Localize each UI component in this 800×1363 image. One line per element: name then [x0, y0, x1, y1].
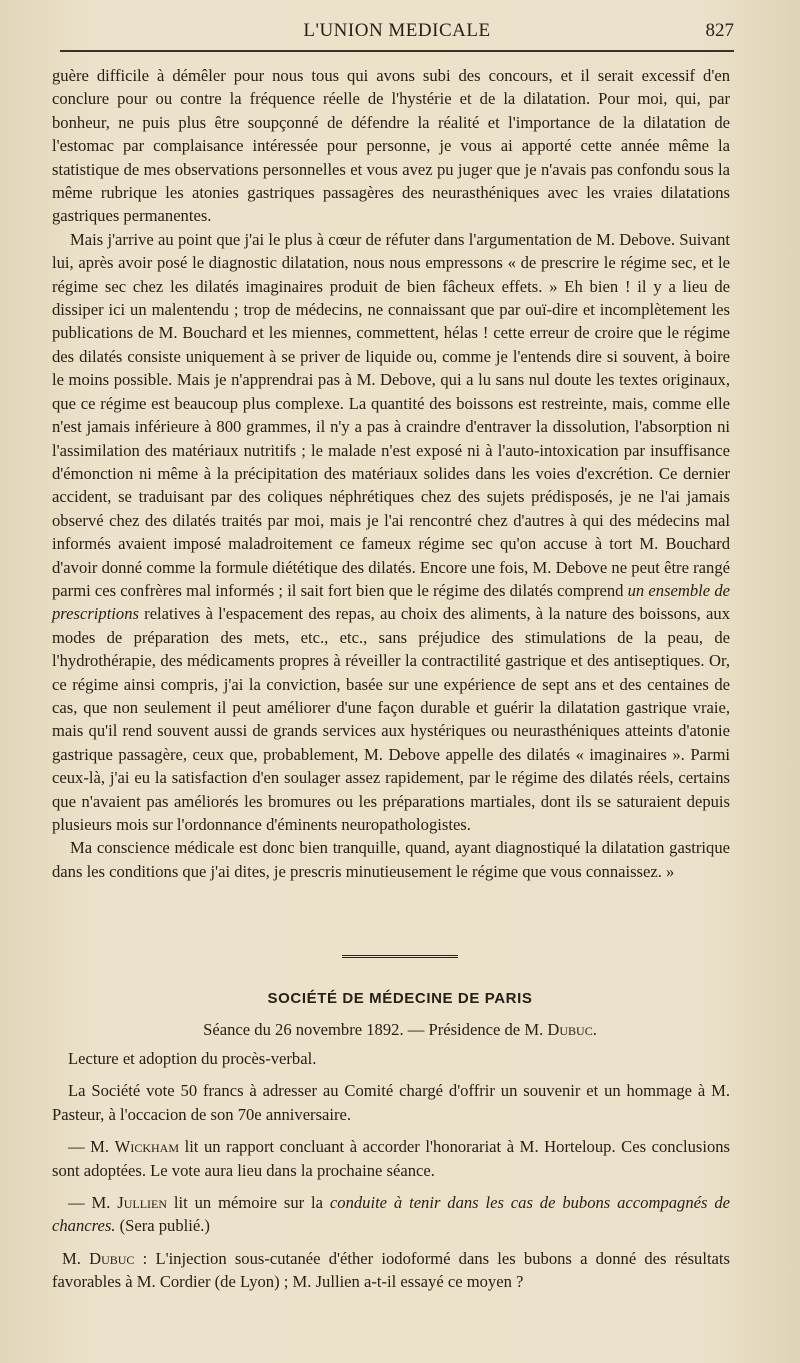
- minutes-item-3-prefix: — M.: [68, 1137, 115, 1157]
- session-line: [0, 1020, 800, 1040]
- paragraph-3: Ma conscience médicale est donc bien tranquille, quand, ayant diagnostiqué la dilatation gastrique dans les conditions que j'ai dites, je prescris minutieusement le régime que vous connaissez. »: [52, 838, 730, 881]
- minutes-item-5-prefix: M.: [62, 1248, 90, 1268]
- session-suffix: .: [592, 1020, 597, 1039]
- session-president: Dubuc: [547, 1020, 593, 1039]
- page-number: 827: [705, 20, 734, 41]
- minutes-item-5-name: Dubuc: [89, 1248, 135, 1268]
- paragraph-1: guère difficile à démêler pour nous tous qui avons subi des concours, et il serait excessif d'en conclure pour ou contre la fréquence réelle de l'hystérie et de la dilatation. Pour moi, qui, par bonheur, ne puis plus être soupçonné de défendre la réalité et l'importance de la dilatation de l'estomac par complaisance intéressée pour personne, je vous ai apporté cette année même la statistique de mes observations personnelles et vous avez pu juger que je n'avais pas confondu sous la même rubrique les atonies gastriques passagères des neurasthéniques avec les vraies dilatations gastriques permanentes.: [52, 66, 730, 226]
- minutes-item-3-text: lit un rapport concluant à accorder l'honorariat à M. Horteloup. Ces conclusions sont adoptées. Le vote aura lieu dans la prochaine séance.: [52, 1137, 730, 1180]
- header-rule: [60, 50, 734, 52]
- minutes-item-3: [52, 1135, 730, 1182]
- minutes-item-2: La Société vote 50 francs à adresser au Comité chargé d'offrir un souvenir et un hommage à M. Pasteur, à l'occacion de son 70e anniversaire.: [52, 1081, 730, 1124]
- minutes-item-5: [52, 1247, 730, 1294]
- session-prefix: Séance du 26 novembre 1892. — Présidence de M.: [203, 1020, 548, 1039]
- running-title: L'UNION MEDICALE: [303, 20, 491, 41]
- paragraph-2-text-a: Mais j'arrive au point que j'ai le plus à cœur de réfuter dans l'argumentation de M. Debove. Suivant lui, après avoir posé le diagnostic dilatation, nous nous empressons « de prescrire le régime sec, et le régime sec chez les dilatés imaginaires produit de bien fâcheux effets. » Eh bien ! il y a lieu de dissiper ici un malentendu ; trop de médecins, ne connaissant que par ouï-dire et incomplètement les publications de M. Bouchard et les miennes, commettent, hélas ! cette erreur de croire que le régime des dilatés consiste uniquement à se priver de liquide ou, comme je l'entends dire si souvent, à boire le moins possible. Mais je n'apprendrai pas à M. Debove, qui a lu sans nul doute les textes originaux, que ce régime est beaucoup plus complexe. La quantité des boissons est restreinte, mais, comme elle n'est jamais inférieure à 800 grammes, il n'y a pas à craindre d'entraver la dissolution, l'absorption ni l'assimilation des matériaux nutritifs ; le malade n'est exposé ni à l'auto-intoxication par insuffisance d'émonction ni même à la précipitation des matériaux solides dans les voies d'excrétion. Ce dernier accident, se traduisant par des coliques néphrétiques chez des sujets prédisposés, je ne l'ai jamais observé chez des dilatés traités par moi, mais je l'ai rencontré chez d'autres à qui des médecins mal informés avaient imposé maladroitement ce fameux régime sec qu'on accuse à tort M. Bouchard d'avoir donné comme la formule diététique des dilatés. Encore une fois, M. Debove ne peut être rangé parmi ces confrères mal informés ; il sait fort bien que le régime des dilatés comprend: [52, 229, 730, 600]
- minutes-item-3-name: Wickham: [114, 1137, 179, 1157]
- minutes-item-4-text-a: lit un mémoire sur la: [167, 1193, 330, 1213]
- minutes-item-4-prefix: — M.: [68, 1193, 118, 1213]
- minutes-item-4-name: Jullien: [117, 1193, 168, 1213]
- minutes-body: [52, 1047, 730, 1303]
- minutes-item-5-text: : L'injection sous-cutanée d'éther iodoformé dans les bubons a donné des résultats favorables à M. Cordier (de Lyon) ; M. Jullien a-t-il essayé ce moyen ?: [52, 1248, 730, 1292]
- page-header: [60, 20, 734, 46]
- minutes-item-1: Lecture et adoption du procès-verbal.: [68, 1049, 317, 1068]
- society-title: SOCIÉTÉ DE MÉDECINE DE PARIS: [267, 990, 533, 1007]
- paragraph-2-emphasis: un ensemble de prescriptions: [52, 580, 730, 624]
- paragraph-2: [52, 228, 730, 837]
- section-separator: [342, 955, 458, 960]
- minutes-item-4-text-b: (Sera publié.): [115, 1216, 210, 1236]
- article-body: [52, 64, 730, 883]
- minutes-item-4-emphasis: conduite à tenir dans les cas de bubons accompagnés de chancres.: [52, 1193, 730, 1236]
- paragraph-2-text-b: relatives à l'espacement des repas, au choix des aliments, à la nature des boissons, aux modes de préparation des mets, etc., etc., sans préjudice des stimulations de la peau, de l'hydrothérapie, des médicaments propres à réveiller la contractilité gastrique et des antiseptiques. Or, ce régime ainsi compris, j'ai la conviction, basée sur une expérience de sept ans et des centaines de cas, que non seulement il peut améliorer d'une façon durable et guérir la dilatation gastrique vraie, mais qu'il rend souvent aussi de grands services aux hystériques ou neurasthéniques atteints d'atonie gastrique passagère, ceux que, probablement, M. Debove appelle des dilatés « imaginaires ». Parmi ceux-là, j'ai eu la satisfaction d'en soulager assez rapidement, par le régime des dilatés réels, certains que n'avaient pas améliorés les bromures ou les préparations martiales, dont ils se saturaient depuis plusieurs mois sur l'ordonnance d'éminents neuropathologistes.: [52, 604, 730, 834]
- minutes-item-4: [52, 1191, 730, 1238]
